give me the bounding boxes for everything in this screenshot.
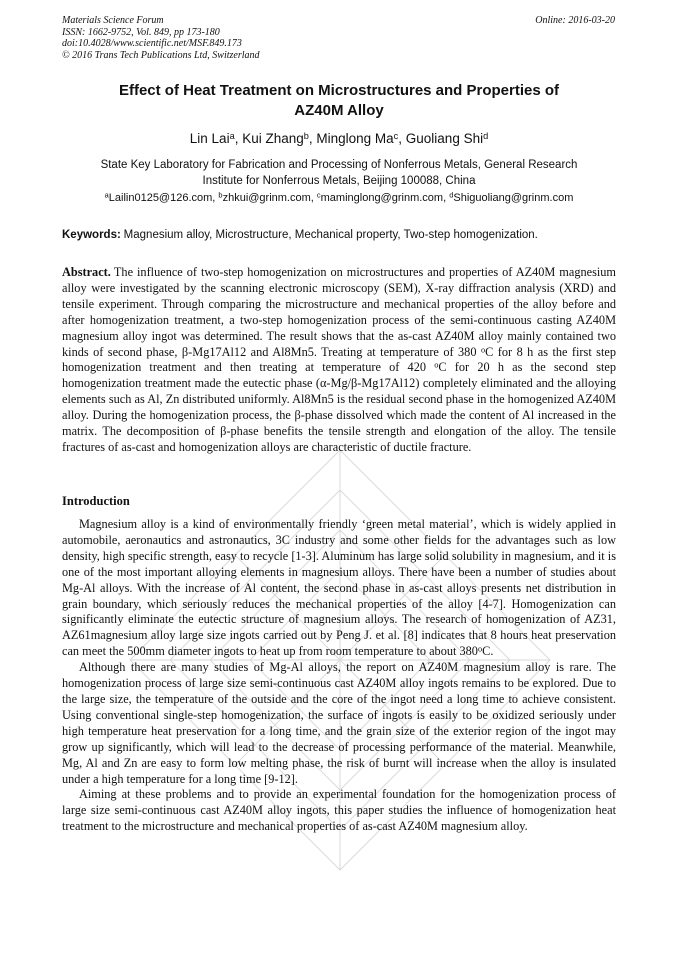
degree-sup: o (477, 644, 483, 654)
email-sup: b (218, 190, 223, 200)
intro-paragraph (62, 517, 616, 660)
author-sup: a (229, 130, 235, 141)
abstract-text: The influence of two-step homogenization on microstructures and properties of AZ40M magnesium alloy were investigated by the scanning electronic microscopy (SEM), X-ray diffraction analysis (XRD) and tensile experiment. Through comparing the microstructure and mechanical properties of the alloy before and after homogenization treatment, a two-step homogenization process of the semi-continuous casting AZ40M magnesium alloy ingot was determined. The result shows that the as-cast AZ40M alloy mainly contained two kinds of second phase, β-Mg17Al12 and Al8Mn5. Treating at temperature of 380 (62, 265, 616, 359)
author-list: Lin Lai$^a$, Kui Zhang$^b$, Minglong Ma$^c$, Guoliang Shi$^d$ (189, 130, 489, 146)
paper-title (62, 81, 616, 121)
keywords-text: Magnesium alloy, Microstructure, Mechanical property, Two-step homogenization. (123, 229, 538, 241)
email-list: $^a$Lailin0125@126.com, $^b$zhkui@grinm.com, $^c$maminglong@grinm.com, $^d$Shiguoliang@grinm.com (104, 190, 574, 204)
author-name: Lin Lai (189, 131, 230, 146)
paragraph-text: C. (482, 644, 494, 659)
introduction-body (62, 517, 616, 835)
affiliation (62, 157, 616, 189)
copyright-line: © 2016 Trans Tech Publications Ltd, Switzerland (62, 49, 260, 61)
degree-sup: o (480, 344, 486, 354)
author-sup: c (393, 130, 399, 141)
email-link[interactable]: Shiguoliang@grinm.com (453, 192, 574, 204)
paragraph-text: Magnesium alloy is a kind of environmentally friendly ‘green metal material’, which is widely applied in automobile, aeronautics and astronautics, 3C industry and some other fields for the advantages such as low density, high specific strength, easy to recycle [1-3]. Aluminum has large solid solubility in magnesium, and it is one of the most important alloying elements in magnesium alloys. There have been a number of studies about Mg-Al alloys. With the increase of Al content, the second phase in as-cast alloys presents net distribution in grain boundary, which seriously reduces the mechanical properties of the alloy [4-7]. Homogenization can significantly eliminate the eutectic structure of magnesium alloys. The research of homogenization of AZ31, AZ61magnesium alloy large size ingots carried out by Peng J. et al. [8] indicates that 8 hours heat preservation can meet the 500mm diameter ingots to heat up from room temperature to about 380 (62, 517, 616, 659)
email-link[interactable]: zhkui@grinm.com (222, 192, 311, 204)
online-date: Online: 2016-03-20 (535, 15, 615, 26)
journal-name: Materials Science Forum (62, 15, 164, 26)
email-sup: c (316, 190, 321, 200)
author-name: Guoliang Shi (405, 131, 484, 146)
author-sup: b (303, 130, 309, 141)
doi-line: doi:10.4028/www.scientific.net/MSF.849.173 (62, 38, 242, 49)
email-link[interactable]: maminglong@grinm.com (320, 192, 444, 204)
intro-paragraph: Aiming at these problems and to provide an experimental foundation for the homogenization process of large size semi-continuous cast AZ40M alloy ingots, this paper studies the influence of homogenization heat treatment to the microstructure and mechanical properties of as-cast AZ40M magnesium alloy. (62, 787, 616, 834)
title-line-2: AZ40M Alloy (294, 102, 384, 119)
issn-line: ISSN: 1662-9752, Vol. 849, pp 173-180 (62, 26, 220, 38)
affiliation-line-1: State Key Laboratory for Fabrication and Processing of Nonferrous Metals, General Research (100, 159, 578, 171)
affiliation-line-2: Institute for Nonferrous Metals, Beijing 100088, China (202, 175, 476, 187)
abstract-text: C for 20 h as the second step homogenization treatment made the eutectic phase (α-Mg/β-Mg17Al12) completely eliminated and the alloying elements such as Al, Zn distributed uniformly. Al8Mn5 is the residual second phase in the homogenized AZ40M alloy. During the homogenization process, the β-phase dissolved which made the content of Al increased in the matrix. The decomposition of β-phase benefits the tensile strength and elongation of the alloy. The tensile fractures of as-cast and homogenization alloys are characteristic of ductile fracture. (62, 360, 617, 454)
keywords (62, 229, 616, 241)
email-link[interactable]: Lailin0125@126.com (108, 192, 213, 204)
degree-sup: o (434, 360, 439, 370)
title-line-1: Effect of Heat Treatment on Microstructures and Properties of (118, 82, 560, 99)
author-sup: d (483, 130, 489, 141)
email-sup: d (449, 190, 454, 200)
section-heading-introduction: Introduction (62, 494, 130, 508)
intro-paragraph: Although there are many studies of Mg-Al alloys, the report on AZ40M magnesium alloy is rare. The homogenization process of large size semi-continuous cast AZ40M alloy ingots remains to be explored. Due to the large size, the temperature of the outside and the core of the ingot need a long time to achieve consistent. Using conventional single-step homogenization, the surface of ingots is easily to be oxidized seriously under high temperature heat preservation for a long time, and the grain size of the exterior region of the ingot may grow up significantly, which will lead to the decrease of processing performance of the material. Meanwhile, Mg, Al and Zn are easy to form low melting phase, the risk of burnt will increase when the alloy is insulated under a high temperature for a long time [9-12]. (62, 660, 616, 786)
keywords-label: Keywords: (62, 229, 121, 241)
abstract-label: Abstract. (62, 265, 111, 279)
journal-meta (62, 15, 260, 61)
author-name: Minglong Ma (316, 131, 394, 146)
author-name: Kui Zhang (242, 131, 304, 146)
email-sup: a (104, 190, 109, 200)
abstract-text: C for 8 h as the first step homogenization treatment and then treating at temperature of 420 (62, 344, 616, 375)
abstract (62, 265, 616, 456)
